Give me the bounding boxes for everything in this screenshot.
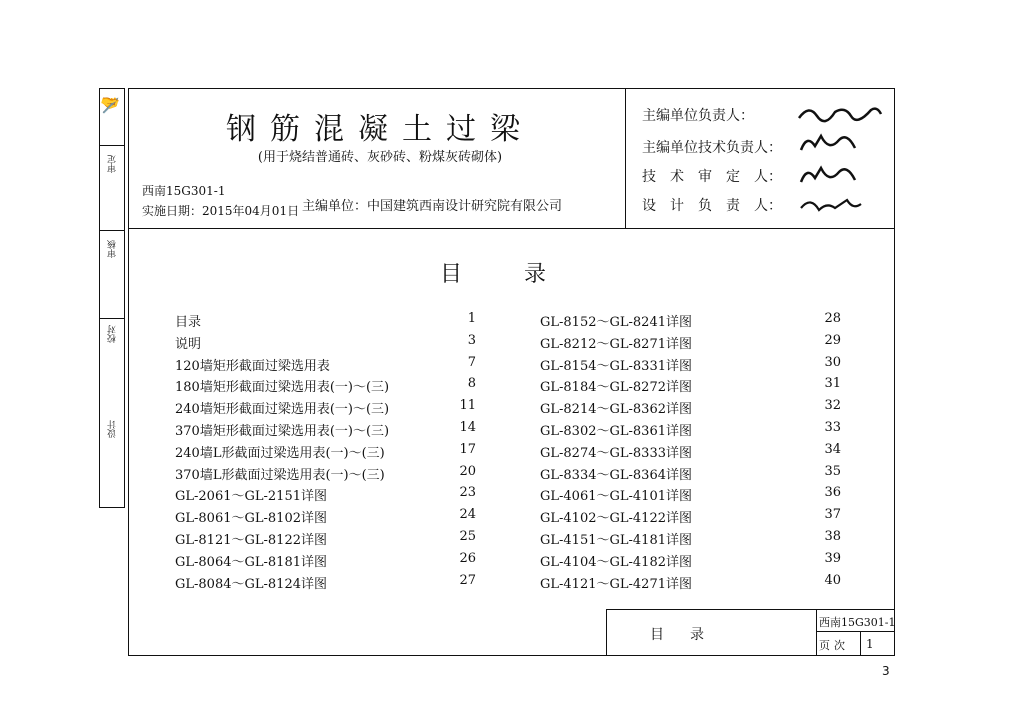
role-label: 技 术 审 定 人： bbox=[642, 169, 782, 185]
toc-entry-name: GL-8064～GL-8181详图 bbox=[175, 554, 327, 570]
sidebar-divider bbox=[99, 145, 125, 146]
titleblock-name: 目录 bbox=[650, 627, 730, 643]
sidebar-divider bbox=[99, 230, 125, 231]
toc-entry-name: GL-8061～GL-8102详图 bbox=[175, 511, 327, 527]
toc-entry-name: 目录 bbox=[175, 315, 202, 330]
drawing-title: 钢筋混凝土过梁 bbox=[226, 112, 534, 147]
toc-entry-page: 29 bbox=[824, 332, 841, 348]
toc-entry-name: 240墙L形截面过梁选用表(一)～(三) bbox=[175, 445, 385, 461]
toc-entry-name: GL-8302～GL-8361详图 bbox=[540, 424, 692, 439]
toc-entry-page: 37 bbox=[824, 507, 841, 523]
toc-entry-page: 40 bbox=[824, 572, 841, 588]
editing-organization: 主编单位：中国建筑西南设计研究院有限公司 bbox=[302, 199, 563, 214]
toc-entry-page: 24 bbox=[459, 507, 476, 523]
toc-entry-page: 28 bbox=[824, 311, 841, 326]
signature-image bbox=[795, 100, 885, 126]
toc-entry-name: GL-8334～GL-8364详图 bbox=[540, 467, 692, 483]
toc-entry-page: 11 bbox=[459, 398, 476, 414]
sidebar-label: 设计 bbox=[108, 420, 118, 438]
titleblock-page-label: 页次 bbox=[819, 639, 849, 652]
drawing-subtitle: (用于烧结普通砖、灰砂砖、粉煤灰砖砌体) bbox=[257, 150, 503, 165]
titleblock-divider bbox=[860, 631, 861, 656]
toc-entry-name: GL-4061～GL-4101详图 bbox=[540, 489, 692, 505]
signature-image bbox=[795, 192, 865, 218]
toc-entry-page: 33 bbox=[824, 420, 841, 435]
toc-entry-name: GL-8121～GL-8122详图 bbox=[175, 533, 327, 548]
toc-entry-page: 25 bbox=[459, 529, 476, 544]
toc-entry-name: 说明 bbox=[175, 336, 202, 352]
toc-entry-page: 23 bbox=[459, 485, 476, 501]
toc-entry-page: 31 bbox=[824, 376, 841, 392]
titleblock-page-number: 1 bbox=[866, 637, 874, 651]
toc-entry-name: GL-8084～GL-8124详图 bbox=[175, 576, 327, 592]
toc-entry-name: GL-8154～GL-8331详图 bbox=[540, 358, 692, 374]
toc-entry-page: 30 bbox=[824, 354, 841, 370]
toc-entry-page: 34 bbox=[824, 441, 841, 457]
role-label: 主编单位负责人： bbox=[642, 108, 754, 124]
sidebar-label: 校对 bbox=[108, 325, 118, 343]
sheet-number: 3 bbox=[882, 664, 890, 678]
atlas-code: 西南15G301-1 bbox=[142, 184, 226, 198]
toc-entry-name: 180墙矩形截面过梁选用表(一)～(三) bbox=[175, 380, 390, 396]
toc-entry-page: 7 bbox=[467, 354, 476, 370]
toc-entry-name: 370墙矩形截面过梁选用表(一)～(三) bbox=[175, 424, 390, 439]
toc-entry-page: 27 bbox=[459, 572, 476, 588]
effective-date: 实施日期：2015年04月01日 bbox=[142, 204, 300, 218]
toc-entry-page: 1 bbox=[467, 311, 476, 326]
toc-entry-name: GL-8274～GL-8333详图 bbox=[540, 445, 692, 461]
toc-entry-name: GL-4102～GL-4122详图 bbox=[540, 511, 692, 527]
toc-entry-page: 26 bbox=[459, 550, 476, 566]
toc-entry-name: 120墙矩形截面过梁选用表 bbox=[175, 358, 330, 374]
signature-image bbox=[795, 128, 865, 158]
approval-sidebar bbox=[99, 88, 125, 508]
toc-entry-page: 20 bbox=[459, 463, 476, 479]
toc-entry-page: 17 bbox=[459, 441, 476, 457]
header-divider bbox=[128, 228, 895, 229]
toc-entry-page: 32 bbox=[824, 398, 841, 414]
sidebar-signature-image: ✍ bbox=[101, 94, 120, 114]
header-vertical-divider bbox=[625, 88, 626, 228]
sidebar-label: 审核 bbox=[108, 240, 118, 258]
sidebar-label: 审定 bbox=[108, 155, 118, 173]
toc-entry-page: 8 bbox=[467, 376, 476, 392]
toc-entry-name: GL-2061～GL-2151详图 bbox=[175, 489, 327, 505]
toc-entry-name: 370墙L形截面过梁选用表(一)～(三) bbox=[175, 467, 385, 483]
toc-entry-name: GL-8184～GL-8272详图 bbox=[540, 380, 692, 396]
role-label: 设 计 负 责 人： bbox=[642, 198, 782, 214]
toc-entry-name: GL-4104～GL-4182详图 bbox=[540, 554, 692, 570]
toc-entry-page: 3 bbox=[467, 332, 476, 348]
toc-entry-page: 38 bbox=[824, 529, 841, 544]
titleblock-code: 西南15G301-1 bbox=[819, 616, 896, 629]
toc-entry-page: 35 bbox=[824, 463, 841, 479]
toc-entry-page: 36 bbox=[824, 485, 841, 501]
toc-entry-name: GL-8214～GL-8362详图 bbox=[540, 402, 692, 418]
toc-entry-name: GL-8152～GL-8241详图 bbox=[540, 315, 692, 330]
toc-entry-name: 240墙矩形截面过梁选用表(一)～(三) bbox=[175, 402, 390, 418]
toc-title: 目录 bbox=[440, 262, 609, 287]
titleblock-divider bbox=[816, 631, 895, 632]
role-label: 主编单位技术负责人： bbox=[642, 140, 782, 156]
toc-entry-page: 14 bbox=[459, 420, 476, 435]
signature-image bbox=[795, 160, 865, 190]
sidebar-divider bbox=[99, 318, 125, 319]
toc-entry-name: GL-8212～GL-8271详图 bbox=[540, 336, 692, 352]
toc-entry-name: GL-4121～GL-4271详图 bbox=[540, 576, 692, 592]
toc-entry-page: 39 bbox=[824, 550, 841, 566]
toc-entry-name: GL-4151～GL-4181详图 bbox=[540, 533, 692, 548]
